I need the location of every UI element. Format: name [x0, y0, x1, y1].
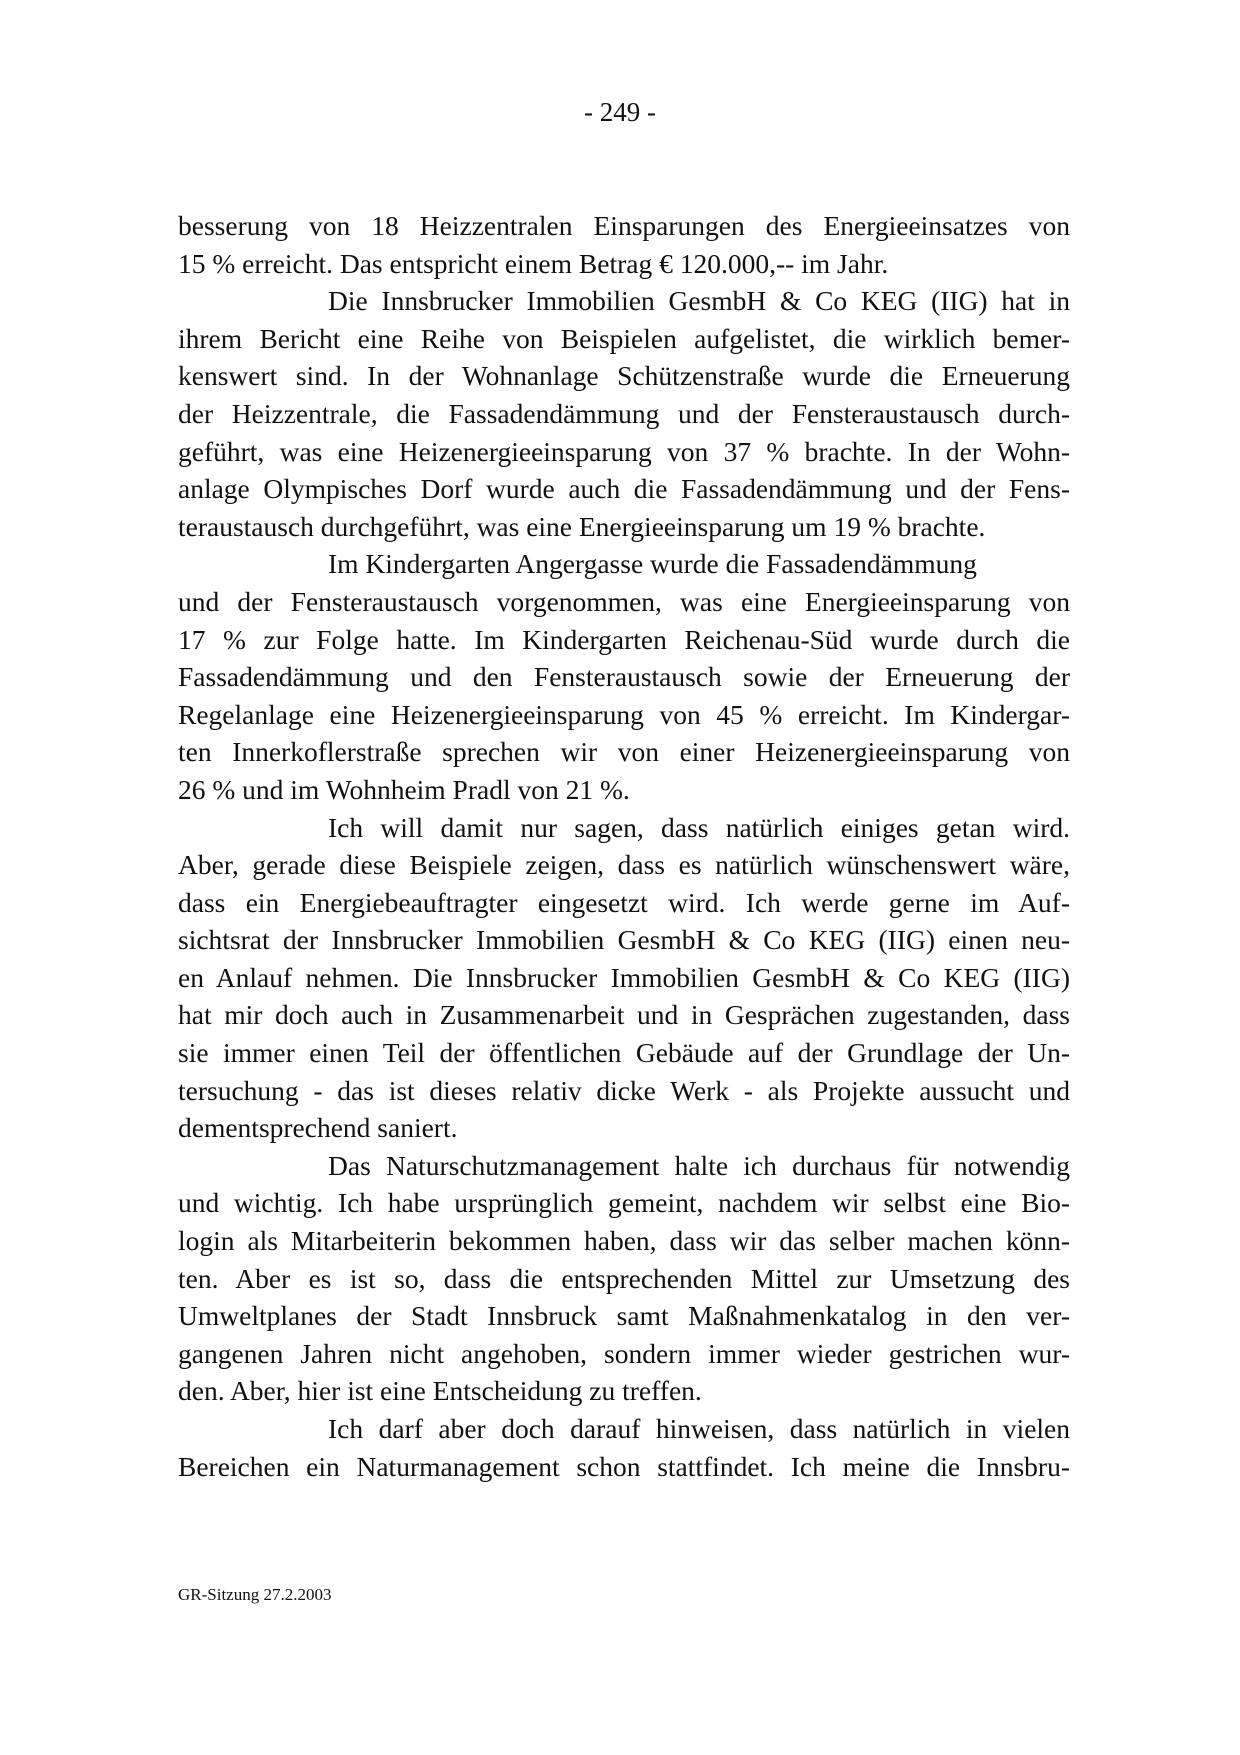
text-line: tersuchung - das ist dieses relativ dicke Werk - als Projekte aussucht und: [178, 1074, 1070, 1106]
text-line: Aber, gerade diese Beispiele zeigen, dass es natürlich wünschenswert wäre,: [178, 849, 1070, 881]
text-line: Umweltplanes der Stadt Innsbruck samt Maßnahmenkatalog in den ver-: [178, 1300, 1070, 1332]
text-line: Ich will damit nur sagen, dass natürlich einiges getan wird.: [328, 811, 1070, 843]
text-line: ten. Aber es ist so, dass die entsprechenden Mittel zur Umsetzung des: [178, 1262, 1070, 1294]
text-line: den. Aber, hier ist eine Entscheidung zu treffen.: [178, 1375, 702, 1407]
text-line: 17 % zur Folge hatte. Im Kindergarten Reichenau-Süd wurde durch die: [178, 623, 1070, 655]
text-line: und der Fensteraustausch vorgenommen, was eine Energieeinsparung von: [178, 585, 1070, 617]
text-line: Ich darf aber doch darauf hinweisen, dass natürlich in vielen: [328, 1413, 1070, 1444]
text-line: und wichtig. Ich habe ursprünglich gemeint, nachdem wir selbst eine Bio-: [178, 1187, 1070, 1219]
text-line: Regelanlage eine Heizenergieeinsparung von 45 % erreicht. Im Kindergar-: [178, 698, 1070, 730]
text-line: Im Kindergarten Angergasse wurde die Fassadendämmung: [328, 548, 977, 580]
text-line: login als Mitarbeiterin bekommen haben, dass wir das selber machen könn-: [178, 1225, 1070, 1257]
text-line: sichtsrat der Innsbrucker Immobilien GesmbH & Co KEG (IIG) einen neu-: [178, 924, 1070, 956]
text-line: Das Naturschutzmanagement halte ich durchaus für notwendig: [328, 1149, 1070, 1181]
text-line: geführt, was eine Heizenergieeinsparung von 37 % brachte. In der Wohn-: [178, 435, 1070, 467]
text-line: 26 % und im Wohnheim Pradl von 21 %.: [178, 773, 630, 805]
text-line: besserung von 18 Heizzentralen Einsparungen des Energieeinsatzes von: [178, 210, 1070, 241]
text-line: anlage Olympisches Dorf wurde auch die Fassadendämmung und der Fens-: [178, 473, 1070, 505]
footer: GR-Sitzung 27.2.2003: [178, 1585, 332, 1604]
text-line: der Heizzentrale, die Fassadendämmung und der Fensteraustausch durch-: [178, 397, 1070, 429]
text-line: ten Innerkoflerstraße sprechen wir von einer Heizenergieeinsparung von: [178, 736, 1070, 768]
text-line: Fassadendämmung und den Fensteraustausch sowie der Erneuerung der: [178, 661, 1070, 693]
text-line: 15 % erreicht. Das entspricht einem Betrag € 120.000,-- im Jahr.: [178, 247, 889, 279]
text-line: dass ein Energiebeauftragter eingesetzt wird. Ich werde gerne im Auf-: [178, 886, 1070, 918]
page-number: - 249 -: [584, 97, 656, 127]
text-line: dementsprechend saniert.: [178, 1112, 458, 1144]
text-line: Die Innsbrucker Immobilien GesmbH & Co KEG (IIG) hat in: [328, 285, 1070, 317]
text-line: hat mir doch auch in Zusammenarbeit und in Gesprächen zugestanden, dass: [178, 999, 1070, 1031]
text-line: teraustausch durchgeführt, was eine Energieeinsparung um 19 % brachte.: [178, 510, 986, 542]
text-line: kenswert sind. In der Wohnanlage Schützenstraße wurde die Erneuerung: [178, 360, 1070, 392]
body-text: [178, 207, 1070, 1485]
text-line: Bereichen ein Naturmanagement schon stattfindet. Ich meine die Innsbru-: [178, 1450, 1070, 1482]
text-line: sie immer einen Teil der öffentlichen Gebäude auf der Grundlage der Un-: [178, 1037, 1070, 1069]
text-line: ihrem Bericht eine Reihe von Beispielen aufgelistet, die wirklich bemer-: [178, 322, 1070, 354]
text-line: gangenen Jahren nicht angehoben, sondern immer wieder gestrichen wur-: [178, 1337, 1070, 1369]
text-line: en Anlauf nehmen. Die Innsbrucker Immobilien GesmbH & Co KEG (IIG): [178, 961, 1070, 993]
